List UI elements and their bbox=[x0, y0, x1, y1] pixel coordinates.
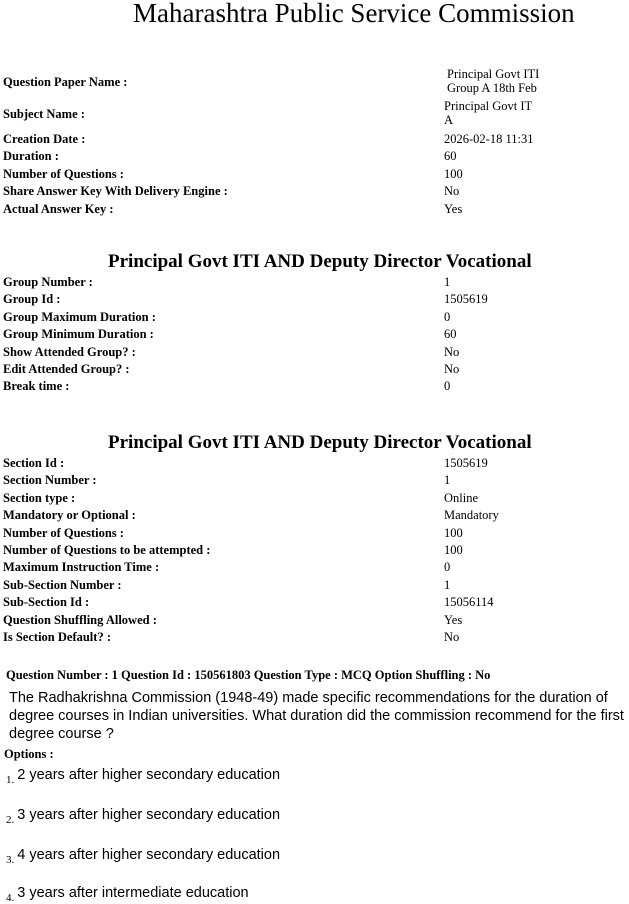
field-value: Online bbox=[444, 490, 479, 505]
option-4[interactable] bbox=[6, 884, 249, 902]
field-label: Sub-Section Id : bbox=[3, 595, 90, 610]
field-label: Section Number : bbox=[3, 473, 97, 488]
field-label: Break time : bbox=[3, 379, 70, 394]
field-label: Question Shuffling Allowed : bbox=[3, 612, 157, 627]
field-value: No bbox=[444, 184, 460, 199]
field-label: Duration : bbox=[3, 149, 59, 164]
table-row bbox=[3, 594, 603, 611]
field-value: 1505619 bbox=[444, 456, 488, 470]
table-row bbox=[3, 629, 603, 646]
section-heading: Principal Govt ITI AND Deputy Director Vocational bbox=[108, 432, 532, 453]
table-row bbox=[3, 67, 603, 99]
field-value: 100 bbox=[444, 542, 463, 557]
field-value: 15056114 bbox=[444, 595, 494, 610]
table-row bbox=[3, 274, 603, 291]
field-value: 0 bbox=[444, 379, 451, 394]
page-title: Maharashtra Public Service Commission bbox=[133, 0, 575, 28]
field-label: Is Section Default? : bbox=[3, 629, 111, 644]
field-label: Mandatory or Optional : bbox=[3, 508, 136, 523]
table-row bbox=[3, 309, 603, 326]
table-row bbox=[3, 577, 603, 594]
field-value: 100 bbox=[444, 525, 463, 540]
group-heading: Principal Govt ITI AND Deputy Director Vocational bbox=[108, 251, 532, 272]
field-value: 1 bbox=[444, 275, 451, 289]
table-row bbox=[3, 612, 603, 629]
field-value: Principal Govt IT A bbox=[444, 99, 533, 127]
question-header: Question Number : 1 Question Id : 150561803 Question Type : MCQ Option Shuffling : No bbox=[6, 668, 491, 682]
section-info-table bbox=[3, 455, 603, 646]
field-value: Yes bbox=[444, 201, 463, 216]
table-row bbox=[3, 291, 603, 308]
paper-info-table bbox=[3, 67, 603, 218]
question-text: The Radhakrishna Commission (1948-49) made specific recommendations for the duration of degree courses in Indian universities. What duration did the commission recommend for the first degree course ? bbox=[9, 690, 624, 742]
table-row bbox=[3, 148, 603, 165]
table-row bbox=[3, 507, 603, 524]
option-number: 2. bbox=[6, 814, 15, 826]
field-label: Share Answer Key With Delivery Engine : bbox=[3, 184, 228, 199]
option-text: 3 years after higher secondary education bbox=[17, 807, 281, 823]
table-row bbox=[3, 131, 603, 148]
group-info-table bbox=[3, 274, 603, 396]
field-value: 2026-02-18 11:31 bbox=[444, 132, 534, 146]
table-row bbox=[3, 183, 603, 200]
field-value: 1 bbox=[444, 577, 451, 592]
option-text: 3 years after intermediate education bbox=[17, 885, 249, 901]
field-label: Actual Answer Key : bbox=[3, 201, 114, 216]
option-text: 4 years after higher secondary education bbox=[17, 847, 281, 863]
table-row bbox=[3, 166, 603, 183]
field-label: Show Attended Group? : bbox=[3, 344, 136, 359]
field-value: No bbox=[444, 344, 460, 359]
field-label: Maximum Instruction Time : bbox=[3, 560, 160, 575]
field-value: 100 bbox=[444, 166, 463, 181]
table-row bbox=[3, 542, 603, 559]
table-row bbox=[3, 490, 603, 507]
table-row bbox=[3, 455, 603, 472]
table-row bbox=[3, 344, 603, 361]
field-label: Section Id : bbox=[3, 456, 65, 470]
table-row bbox=[3, 326, 603, 343]
table-row bbox=[3, 472, 603, 489]
field-value: Yes bbox=[444, 612, 463, 627]
field-value: 60 bbox=[444, 327, 457, 342]
field-label: Group Number : bbox=[3, 275, 93, 289]
field-label: Group Id : bbox=[3, 292, 61, 307]
table-row bbox=[3, 99, 603, 131]
option-number: 1. bbox=[6, 774, 15, 786]
option-1[interactable] bbox=[6, 766, 280, 784]
table-row bbox=[3, 201, 603, 218]
option-3[interactable] bbox=[6, 846, 280, 864]
table-row bbox=[3, 559, 603, 576]
field-label: Number of Questions : bbox=[3, 525, 124, 540]
field-value: No bbox=[444, 361, 460, 376]
option-text: 2 years after higher secondary education bbox=[17, 767, 281, 783]
field-value: 0 bbox=[444, 309, 451, 324]
field-label: Edit Attended Group? : bbox=[3, 361, 130, 376]
field-label: Sub-Section Number : bbox=[3, 577, 122, 592]
field-label: Subject Name : bbox=[3, 107, 85, 121]
field-value: Mandatory bbox=[444, 508, 499, 523]
option-number: 3. bbox=[6, 854, 15, 866]
field-value: No bbox=[444, 629, 460, 644]
field-value: 1505619 bbox=[444, 292, 488, 307]
field-label: Question Paper Name : bbox=[3, 75, 128, 89]
field-label: Number of Questions to be attempted : bbox=[3, 542, 211, 557]
field-value: 60 bbox=[444, 149, 457, 164]
field-value: Principal Govt ITI Group A 18th Feb bbox=[447, 67, 540, 95]
field-label: Creation Date : bbox=[3, 132, 86, 146]
option-2[interactable] bbox=[6, 806, 280, 824]
options-label: Options : bbox=[4, 747, 54, 761]
table-row bbox=[3, 361, 603, 378]
option-number: 4. bbox=[6, 892, 15, 904]
field-label: Section type : bbox=[3, 490, 76, 505]
table-row bbox=[3, 378, 603, 395]
field-value: 0 bbox=[444, 560, 451, 575]
field-label: Group Maximum Duration : bbox=[3, 309, 156, 324]
table-row bbox=[3, 525, 603, 542]
field-label: Number of Questions : bbox=[3, 166, 124, 181]
field-value: 1 bbox=[444, 473, 451, 488]
field-label: Group Minimum Duration : bbox=[3, 327, 154, 342]
